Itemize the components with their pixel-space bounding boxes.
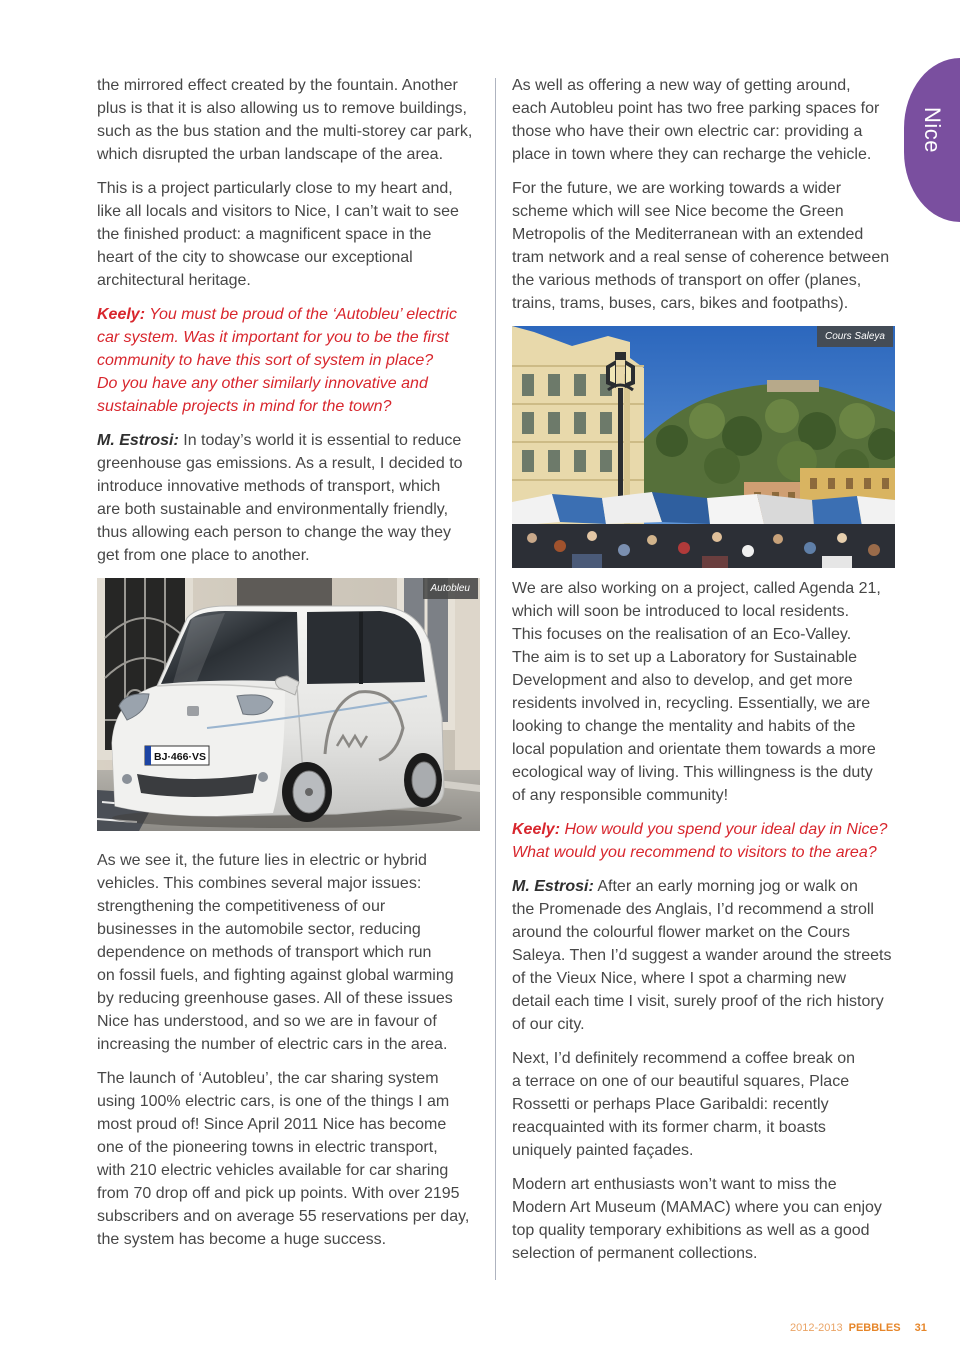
- text-line: [97, 1205, 479, 1228]
- text-line-content: [512, 97, 879, 120]
- text-line-text: Next, I’d definitely recommend a coffee break on: [512, 1050, 855, 1067]
- text-line-text: This focuses on the realisation of an Eco-Valley.: [512, 626, 852, 643]
- text-line: [97, 303, 479, 326]
- text-line-text: uniquely painted façades.: [512, 1142, 694, 1159]
- paragraph: [512, 577, 896, 807]
- speaker-label: Keely:: [512, 821, 561, 838]
- text-line: [97, 498, 479, 521]
- text-line-text: using 100% electric cars, is one of the things I am: [97, 1093, 450, 1110]
- text-line-content: [512, 600, 849, 623]
- text-line: [512, 74, 896, 97]
- text-line: [97, 120, 479, 143]
- autobleu-car-illustration: [97, 578, 480, 831]
- text-line-text: How would you spend your ideal day in Nice?: [564, 821, 888, 838]
- text-line-text: car system. Was it important for you to be the first: [97, 329, 449, 346]
- text-line-text: The aim is to set up a Laboratory for Sustainable: [512, 649, 858, 666]
- text-line-text: of any responsible community!: [512, 787, 729, 804]
- text-line: [512, 1013, 896, 1036]
- text-line-content: [97, 223, 431, 246]
- text-line: [512, 97, 896, 120]
- text-line-text: those who have their own electric car: providing a: [512, 123, 863, 140]
- text-line: [97, 544, 479, 567]
- interview-answer: [512, 875, 896, 1036]
- text-line: [512, 715, 896, 738]
- text-line-text: which will soon be introduced to local residents.: [512, 603, 850, 620]
- text-line-text: Rossetti or perhaps Place Garibaldi: recently: [512, 1096, 829, 1113]
- text-line-text: You must be proud of the ‘Autobleu’ electric: [149, 306, 457, 323]
- text-line-text: looking to change the mentality and habits of the: [512, 718, 856, 735]
- text-line: [512, 990, 896, 1013]
- text-line-text: sustainable projects in mind for the town?: [97, 398, 392, 415]
- paragraph: [97, 1067, 479, 1251]
- text-line-content: [512, 692, 870, 715]
- text-line-content: [97, 1182, 460, 1205]
- text-line: [512, 1242, 896, 1265]
- page-number: 31: [914, 1322, 927, 1334]
- text-line-content: [512, 177, 841, 200]
- text-line-content: [97, 177, 453, 200]
- text-line: [512, 200, 896, 223]
- text-line: [512, 1196, 896, 1219]
- text-line: [512, 921, 896, 944]
- text-line-text: the system has become a huge success.: [97, 1231, 387, 1248]
- text-line-content: [97, 1010, 437, 1033]
- text-line-content: [97, 120, 472, 143]
- text-line-content: [512, 715, 855, 738]
- text-line-content: [512, 223, 863, 246]
- text-line: [97, 452, 479, 475]
- text-line: [97, 269, 479, 292]
- text-line-content: [512, 1242, 757, 1265]
- text-line-content: [97, 1205, 469, 1228]
- text-line-content: [97, 143, 443, 166]
- text-line-text: greenhouse gas emissions. As a result, I decided to: [97, 455, 463, 472]
- text-line-content: [97, 1090, 449, 1113]
- text-line-content: [512, 292, 848, 315]
- text-line-text: detail each time I visit, surely proof of the rich history: [512, 993, 884, 1010]
- text-line-content: [512, 646, 857, 669]
- text-line-text: Nice has understood, and so we are in favour of: [97, 1013, 437, 1030]
- text-line-content: [512, 944, 892, 967]
- text-line-text: ecological way of living. This willingness is the duty: [512, 764, 873, 781]
- text-line: [97, 1182, 479, 1205]
- text-line: [512, 143, 896, 166]
- text-line-text: are both sustainable and environmentally friendly,: [97, 501, 449, 518]
- text-line-content: [97, 429, 461, 452]
- text-line-content: [512, 74, 851, 97]
- text-line-text: heart of the city to showcase our exceptional: [97, 249, 413, 266]
- text-line: [512, 692, 896, 715]
- text-line: [512, 1070, 896, 1093]
- text-line-content: [97, 372, 428, 395]
- paragraph: [512, 74, 896, 166]
- text-line-text: the various methods of transport on offer (planes,: [512, 272, 862, 289]
- text-line-text: of the Vieux Nice, where I spot a charming new: [512, 970, 847, 987]
- text-line-content: [97, 475, 440, 498]
- text-line-text: local population and orientate them towards a more: [512, 741, 876, 758]
- text-line-content: [512, 246, 889, 269]
- text-line-text: by reducing greenhouse gases. All of these issues: [97, 990, 453, 1007]
- text-line: [512, 841, 896, 864]
- text-line: [512, 1093, 896, 1116]
- speaker-label: M. Estrosi:: [97, 432, 179, 449]
- text-line-text: In today’s world it is essential to reduce: [183, 432, 462, 449]
- text-line: [512, 875, 896, 898]
- text-line-content: [512, 784, 728, 807]
- text-line-text: most proud of! Since April 2011 Nice has become: [97, 1116, 447, 1133]
- paragraph: [97, 849, 479, 1056]
- text-line-content: [97, 246, 413, 269]
- text-line-text: As we see it, the future lies in electric or hybrid: [97, 852, 427, 869]
- text-line-content: [97, 1228, 386, 1251]
- text-line-text: from 70 drop off and pick up points. With over 2195: [97, 1185, 460, 1202]
- text-line: [512, 246, 896, 269]
- text-line: [512, 600, 896, 623]
- footer-season: 2012-2013: [790, 1322, 843, 1334]
- text-line: [97, 918, 479, 941]
- text-line-content: [512, 1173, 837, 1196]
- text-line: [97, 372, 479, 395]
- text-line: [97, 872, 479, 895]
- photo-caption: Autobleu: [423, 578, 478, 599]
- crowd: [512, 524, 895, 568]
- interview-question: [512, 818, 896, 864]
- text-line-content: [97, 349, 433, 372]
- left-column: [97, 74, 479, 1262]
- text-line: [97, 97, 479, 120]
- paragraph: [512, 177, 896, 315]
- speaker-label: M. Estrosi:: [512, 878, 594, 895]
- text-line-text: Modern Art Museum (MAMAC) where you can enjoy: [512, 1199, 882, 1216]
- text-line-content: [97, 1159, 448, 1182]
- text-line-text: reacquainted with its former charm, it boasts: [512, 1119, 826, 1136]
- text-line-text: We are also working on a project, called Agenda 21,: [512, 580, 881, 597]
- text-line-content: [512, 1093, 829, 1116]
- text-line-text: get from one place to another.: [97, 547, 310, 564]
- text-line-text: For the future, we are working towards a wider: [512, 180, 842, 197]
- text-line: [512, 944, 896, 967]
- text-line-content: [512, 761, 873, 784]
- text-line: [97, 1090, 479, 1113]
- text-line-content: [512, 1219, 870, 1242]
- section-tab: [904, 58, 960, 222]
- text-line-text: like all locals and visitors to Nice, I can’t wait to see: [97, 203, 459, 220]
- text-line-content: [512, 1116, 826, 1139]
- text-line-content: [97, 452, 463, 475]
- text-line: [97, 1228, 479, 1251]
- text-line-content: [512, 841, 877, 864]
- text-line: [512, 1139, 896, 1162]
- text-line-text: increasing the number of electric cars in the area.: [97, 1036, 448, 1053]
- text-line-content: [512, 921, 850, 944]
- text-line: [512, 784, 896, 807]
- text-line-content: [97, 918, 421, 941]
- text-line-content: [512, 1070, 849, 1093]
- right-column: [512, 74, 896, 1276]
- text-line-text: with 210 electric vehicles available for car sharing: [97, 1162, 449, 1179]
- text-line-content: [512, 623, 851, 646]
- text-line-text: community to have this sort of system in place?: [97, 352, 434, 369]
- text-line: [97, 521, 479, 544]
- text-line-text: the finished product: a magnificent space in the: [97, 226, 432, 243]
- license-plate-text: BJ·466·VS: [154, 751, 206, 763]
- cours-saleya-illustration: [512, 326, 895, 568]
- text-line-text: such as the bus station and the multi-storey car park,: [97, 123, 473, 140]
- text-line-content: [512, 200, 844, 223]
- text-line-text: the mirrored effect created by the fountain. Another: [97, 77, 458, 94]
- interview-question: [97, 303, 479, 418]
- text-line: [512, 623, 896, 646]
- text-line: [512, 1219, 896, 1242]
- text-line-content: [97, 303, 457, 326]
- text-line-text: dependence on methods of transport which run: [97, 944, 432, 961]
- text-line: [97, 987, 479, 1010]
- text-line-content: [512, 875, 858, 898]
- text-line-text: introduce innovative methods of transport, which: [97, 478, 441, 495]
- paragraph: [512, 1173, 896, 1265]
- interview-answer: [97, 429, 479, 567]
- text-line-text: place in town where they can recharge the vehicle.: [512, 146, 872, 163]
- text-line: [512, 120, 896, 143]
- section-tab-label: Nice: [920, 107, 945, 154]
- text-line: [97, 395, 479, 418]
- text-line-text: tram network and a real sense of coherence between: [512, 249, 890, 266]
- text-line-content: [97, 326, 449, 349]
- text-line-text: subscribers and on average 55 reservations per day,: [97, 1208, 470, 1225]
- cours-saleya-photo: [512, 326, 895, 568]
- text-line: [97, 1067, 479, 1090]
- text-line-content: [512, 898, 874, 921]
- text-line: [512, 761, 896, 784]
- text-line: [97, 895, 479, 918]
- text-line-content: [97, 544, 310, 567]
- text-line: [512, 1047, 896, 1070]
- text-line-content: [512, 143, 871, 166]
- text-line: [97, 1033, 479, 1056]
- text-line-text: on fossil fuels, and fighting against global warming: [97, 967, 454, 984]
- text-line-text: thus allowing each person to change the way they: [97, 524, 452, 541]
- text-line-content: [97, 521, 451, 544]
- text-line-text: This is a project particularly close to my heart and,: [97, 180, 453, 197]
- text-line: [97, 1113, 479, 1136]
- text-line: [512, 269, 896, 292]
- text-line-text: After an early morning jog or walk on: [597, 878, 858, 895]
- text-line-text: trains, trams, buses, cars, bikes and footpaths).: [512, 295, 849, 312]
- text-line-content: [512, 990, 884, 1013]
- text-line: [97, 74, 479, 97]
- text-line-content: [512, 1047, 855, 1070]
- text-line: [97, 200, 479, 223]
- text-line: [512, 177, 896, 200]
- text-line-text: selection of permanent collections.: [512, 1245, 758, 1262]
- text-line-content: [512, 120, 862, 143]
- text-line: [97, 143, 479, 166]
- text-line-content: [97, 200, 459, 223]
- paragraph: [512, 1047, 896, 1162]
- text-line: [512, 1116, 896, 1139]
- text-line-text: which disrupted the urban landscape of the area.: [97, 146, 444, 163]
- text-line-text: plus is that it is also allowing us to remove buildings,: [97, 100, 467, 117]
- text-line-text: one of the pioneering towns in electric transport,: [97, 1139, 438, 1156]
- text-line-content: [512, 738, 876, 761]
- text-line-content: [97, 74, 458, 97]
- text-line: [97, 246, 479, 269]
- text-line-text: Metropolis of the Mediterranean with an extended: [512, 226, 864, 243]
- text-line-content: [97, 1067, 439, 1090]
- text-line-text: businesses in the automobile sector, reducing: [97, 921, 421, 938]
- text-line: [512, 818, 896, 841]
- text-line-text: As well as offering a new way of getting around,: [512, 77, 851, 94]
- text-line-text: around the colourful flower market on the Cours: [512, 924, 850, 941]
- text-line-content: [512, 669, 853, 692]
- text-line-content: [97, 872, 421, 895]
- text-line-text: What would you recommend to visitors to the area?: [512, 844, 877, 861]
- text-line: [97, 223, 479, 246]
- text-line-content: [97, 849, 427, 872]
- paragraph: [97, 74, 479, 166]
- text-line-content: [512, 967, 846, 990]
- text-line-text: The launch of ‘Autobleu’, the car sharing system: [97, 1070, 439, 1087]
- text-line-content: [512, 1139, 693, 1162]
- paragraph: [97, 177, 479, 292]
- text-line-text: Development and also to develop, and get more: [512, 672, 853, 689]
- text-line-text: vehicles. This combines several major issues:: [97, 875, 422, 892]
- text-line-text: strengthening the competitiveness of our: [97, 898, 386, 915]
- text-line-content: [97, 987, 453, 1010]
- text-line: [97, 475, 479, 498]
- text-line: [512, 738, 896, 761]
- text-line-content: [512, 1196, 882, 1219]
- text-line: [97, 941, 479, 964]
- text-line: [97, 326, 479, 349]
- text-line-content: [97, 1136, 438, 1159]
- text-line: [512, 898, 896, 921]
- text-line: [97, 964, 479, 987]
- text-line: [512, 967, 896, 990]
- text-line-text: each Autobleu point has two free parking spaces for: [512, 100, 880, 117]
- text-line: [97, 349, 479, 372]
- text-line-content: [512, 818, 887, 841]
- text-line-content: [512, 269, 861, 292]
- column-divider: [495, 78, 496, 1280]
- text-line: [512, 292, 896, 315]
- text-line-text: top quality temporary exhibitions as well as a good: [512, 1222, 870, 1239]
- footer-magazine-name: PEBBLES: [848, 1322, 901, 1334]
- text-line-content: [97, 964, 454, 987]
- text-line-content: [97, 97, 467, 120]
- text-line: [512, 577, 896, 600]
- text-line: [97, 849, 479, 872]
- text-line: [512, 1173, 896, 1196]
- text-line: [512, 646, 896, 669]
- text-line: [512, 669, 896, 692]
- text-line-text: Modern art enthusiasts won’t want to miss the: [512, 1176, 837, 1193]
- autobleu-photo: [97, 578, 480, 831]
- text-line-content: [97, 1033, 447, 1056]
- text-line: [97, 1136, 479, 1159]
- text-line: [97, 429, 479, 452]
- text-line-content: [97, 269, 251, 292]
- photo-caption: Cours Saleya: [817, 326, 893, 347]
- text-line-content: [97, 1113, 446, 1136]
- text-line-content: [512, 577, 881, 600]
- text-line: [97, 1010, 479, 1033]
- text-line-text: scheme which will see Nice become the Green: [512, 203, 844, 220]
- text-line-content: [97, 395, 391, 418]
- text-line-text: a terrace on one of our beautiful squares, Place: [512, 1073, 850, 1090]
- text-line-text: architectural heritage.: [97, 272, 251, 289]
- speaker-label: Keely:: [97, 306, 146, 323]
- text-line-text: residents involved in, recycling. Essentially, we are: [512, 695, 871, 712]
- text-line-text: Saleya. Then I’d suggest a wander around the streets: [512, 947, 892, 964]
- text-line-text: the Promenade des Anglais, I’d recommend a stroll: [512, 901, 874, 918]
- text-line-text: Do you have any other similarly innovative and: [97, 375, 428, 392]
- text-line-content: [512, 1013, 585, 1036]
- text-line: [97, 1159, 479, 1182]
- text-line-text: of our city.: [512, 1016, 585, 1033]
- text-line-content: [97, 895, 385, 918]
- text-line: [97, 177, 479, 200]
- text-line: [512, 223, 896, 246]
- text-line-content: [97, 498, 448, 521]
- page-footer: [790, 1320, 927, 1336]
- text-line-content: [97, 941, 431, 964]
